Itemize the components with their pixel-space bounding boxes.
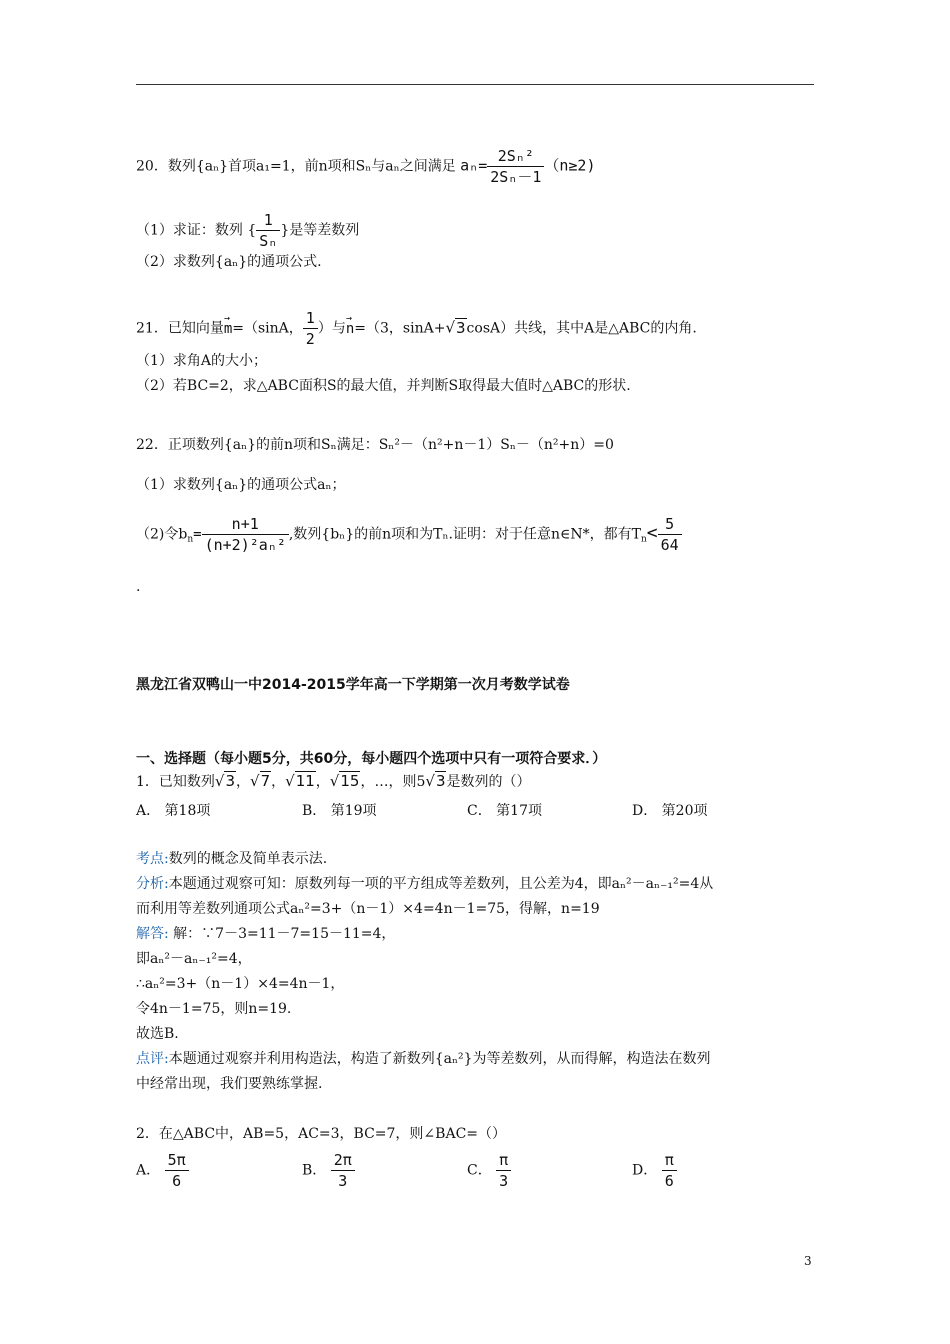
q22-bound-num: 5 xyxy=(658,514,682,535)
q20-formula-numerator: 2Sₙ² xyxy=(487,146,544,167)
q20-formula-lhs: aₙ= xyxy=(460,156,488,175)
fenxi-row-1 xyxy=(136,875,713,893)
q22-part1: （1）求数列{aₙ}的通项公式aₙ； xyxy=(136,477,346,493)
fenxi-label: 分析: xyxy=(136,876,169,892)
q21-text-d: =（3，sinA+ xyxy=(354,320,446,337)
q20-part1-den: Sₙ xyxy=(259,232,278,250)
q1-text-a: 1．已知数列 xyxy=(136,774,215,790)
exam-title: 黑龙江省双鸭山一中2014-2015学年高一下学期第一次月考数学试卷 xyxy=(136,677,570,693)
fenxi-text-2: 而利用等差数列通项公式aₙ²=3+（n－1）×4=4n－1=75，得解，n=19 xyxy=(136,901,600,917)
jieda-text-5: 故选B. xyxy=(136,1026,179,1042)
q2-option-c-label: C． xyxy=(467,1162,492,1179)
jieda-row xyxy=(136,925,395,943)
section-heading: 一、选择题（每小题5分，共60分，每小题四个选项中只有一项符合要求．） xyxy=(136,751,607,767)
kaodian-row xyxy=(136,850,327,868)
q22-part2-prefix: （2)令b xyxy=(136,526,188,543)
q22-part2-lt: < xyxy=(646,522,658,544)
q20-formula-condition: （n≥2) xyxy=(544,156,596,175)
q20-stem xyxy=(136,146,596,187)
q1-option-d[interactable]: D． 第20项 xyxy=(632,803,708,819)
q20-text: 20．数列{aₙ}首项a₁=1，前n项和Sₙ与aₙ之间满足 xyxy=(136,158,456,175)
q1-sqrt-3-radicand: 11 xyxy=(295,772,315,790)
q2-option-d-den: 6 xyxy=(664,1172,674,1190)
q20-formula-fraction xyxy=(487,146,544,187)
q21-text-c: ）与 xyxy=(317,320,346,337)
q1-text-b: ，…，则5 xyxy=(360,774,426,790)
q2-option-a-label: A． xyxy=(136,1162,161,1179)
jieda-text-4: 令4n－1=75，则n=19. xyxy=(136,1001,292,1017)
q20-formula-denominator: 2Sₙ－1 xyxy=(490,168,542,186)
q21-sqrt3: √3 xyxy=(445,318,466,337)
q2-option-c-fraction xyxy=(496,1150,511,1191)
q2-option-b-den: 3 xyxy=(338,1172,348,1190)
jieda-text-1: 解：∵7－3=11－7=15－11=4， xyxy=(168,926,396,942)
q1-sqrt-2-radicand: 7 xyxy=(260,772,271,790)
q20-part2: （2）求数列{aₙ}的通项公式. xyxy=(136,254,322,270)
q2-option-d-label: D． xyxy=(632,1162,658,1179)
q1-option-c[interactable]: C． 第17项 xyxy=(467,803,542,819)
q21-half-fraction xyxy=(303,308,318,349)
q22-part2-bound-fraction xyxy=(658,514,682,555)
q22-part2-bn-sub: n xyxy=(187,534,194,545)
q2-stem: 2．在△ABC中，AB=5，AC=3，BC=7，则∠BAC=（） xyxy=(136,1126,507,1142)
q21-part2: （2）若BC=2，求△ABC面积S的最大值，并判断S取得最大值时△ABC的形状. xyxy=(136,378,631,394)
page-number: 3 xyxy=(804,1254,812,1268)
q22-part2: （2)令$b_n=$ $\frac{n+1}{\text{(n+2)²aₙ²}}$ ,数列{bₙ}的前n项和为Tₙ.证明：对于任意n∈N*，都有$T_n<$ $\frac{5}{64}$ xyxy=(136,514,682,555)
q1-text-c: 是数列的（） xyxy=(446,774,531,790)
q22-part2-den: (n+2)²aₙ² xyxy=(204,536,286,554)
q1-option-b[interactable]: B． 第19项 xyxy=(302,803,377,819)
q1-sqrt-3: √11 xyxy=(285,772,315,790)
q2-option-c-den: 3 xyxy=(499,1172,509,1190)
vector-m: → m xyxy=(224,320,232,338)
q21-part1: （1）求角A的大小； xyxy=(136,353,268,369)
q1-sqrt-1-radicand: 3 xyxy=(225,772,236,790)
q2-option-d[interactable] xyxy=(632,1150,677,1191)
q2-option-b[interactable] xyxy=(302,1150,355,1191)
q21-text-a: 21．已知向量 xyxy=(136,320,224,337)
jieda-label: 解答: xyxy=(136,926,169,942)
q2-option-d-fraction xyxy=(662,1150,677,1191)
jieda-text-3: ∴aₙ²=3+（n－1）×4=4n－1， xyxy=(136,976,345,992)
kaodian-label: 考点: xyxy=(136,851,169,867)
q20-part1 xyxy=(136,210,359,251)
q22-part2-text: ,数列{bₙ}的前n项和为Tₙ.证明：对于任意n∈N*，都有T xyxy=(288,526,641,543)
q22-bound-den: 64 xyxy=(660,536,679,554)
q1-stem: 1．已知数列√3，√7，√11，√15，…，则5√3是数列的（） xyxy=(136,772,531,790)
q1-sqrt-4-radicand: 15 xyxy=(340,772,360,790)
q1-sqrt-5-radicand: 3 xyxy=(435,772,446,790)
q20-part1-prefix: （1）求证：数列 { xyxy=(136,222,257,239)
q21-sqrt3-radicand: 3 xyxy=(456,318,466,337)
dianping-text-1: 本题通过观察并利用构造法，构造了新数列{aₙ²}为等差数列，从而得解，构造法在数列 xyxy=(168,1051,711,1067)
header-rule xyxy=(136,84,814,85)
q2-option-c[interactable] xyxy=(467,1150,511,1191)
q20-part1-num: 1 xyxy=(256,210,280,231)
dianping-row xyxy=(136,1050,711,1068)
q1-sqrt-1: √3 xyxy=(214,772,236,790)
dianping-label: 点评: xyxy=(136,1051,169,1067)
q2-option-d-num: π xyxy=(662,1150,677,1171)
jieda-text-2: 即aₙ²－aₙ₋₁²=4， xyxy=(136,951,252,967)
q22-part2-num: n+1 xyxy=(202,514,289,535)
q1-sqrt-4: √15 xyxy=(329,772,360,790)
vector-n: → n xyxy=(346,320,354,338)
q20-part1-fraction xyxy=(256,210,280,251)
q2-option-b-fraction xyxy=(331,1150,355,1191)
q2-option-b-label: B． xyxy=(302,1162,327,1179)
dianping-text-2: 中经常出现，我们要熟练掌握. xyxy=(136,1076,323,1092)
q21-text-b: =（sinA， xyxy=(232,320,303,337)
q21-text-e: cosA）共线，其中A是△ABC的内角. xyxy=(466,320,697,337)
q22-trailing-dot: . xyxy=(136,579,141,595)
q2-option-b-num: 2π xyxy=(331,1150,355,1171)
q20-part1-suffix: }是等差数列 xyxy=(280,222,360,239)
q2-option-a-num: 5π xyxy=(165,1150,189,1171)
q1-sqrt-5: √3 xyxy=(425,772,446,790)
q1-sqrt-2: √7 xyxy=(250,772,271,790)
q1-option-a[interactable]: A． 第18项 xyxy=(136,803,211,819)
q22-part2-tn-sub: n xyxy=(640,534,647,545)
q21-half-num: 1 xyxy=(303,308,318,329)
q21-stem xyxy=(136,308,697,349)
fenxi-text-1: 本题通过观察可知：原数列每一项的平方组成等差数列，且公差为4，即aₙ²－aₙ₋₁²=4从 xyxy=(168,876,714,892)
q2-option-c-num: π xyxy=(496,1150,511,1171)
q2-option-a-fraction xyxy=(165,1150,189,1191)
q22-stem: 22．正项数列{aₙ}的前n项和Sₙ满足：Sₙ²－（n²+n－1）Sₙ－（n²+n）=0 xyxy=(136,437,614,453)
q2-option-a[interactable] xyxy=(136,1150,189,1191)
kaodian-text: 数列的概念及简单表示法. xyxy=(168,851,328,867)
q22-part2-fraction xyxy=(202,514,289,555)
q2-option-a-den: 6 xyxy=(172,1172,182,1190)
q21-half-den: 2 xyxy=(305,330,315,348)
